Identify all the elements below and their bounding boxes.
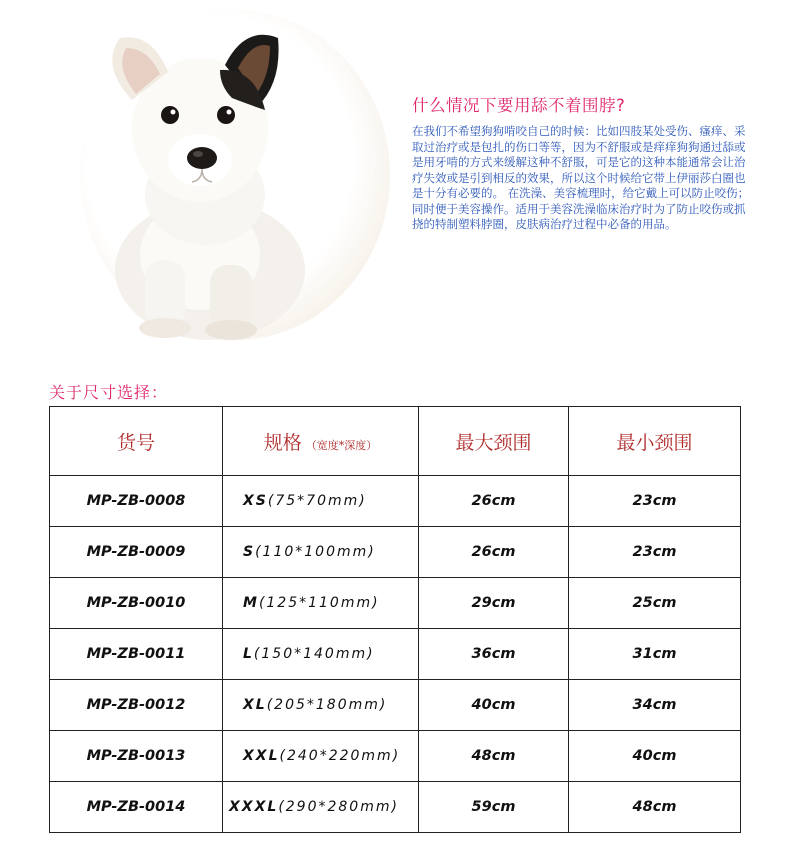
intro-block: [412, 92, 752, 233]
spec-cell: [223, 527, 419, 578]
header-min-neck: 最小颈围: [569, 407, 741, 476]
size-dims: (205*180mm): [266, 697, 388, 713]
max-neck-cell: 26cm: [419, 476, 569, 527]
header-max-neck: 最大颈围: [419, 407, 569, 476]
max-neck-cell: 29cm: [419, 578, 569, 629]
intro-title: 什么情况下要用舔不着围脖?: [412, 96, 626, 115]
spec-cell: [223, 680, 419, 731]
header-spec-label: 规格: [263, 431, 302, 454]
min-neck-cell: 48cm: [569, 782, 741, 833]
spec-cell: [223, 476, 419, 527]
max-neck-cell: 48cm: [419, 731, 569, 782]
item-no-cell: MP-ZB-0009: [50, 527, 223, 578]
table-row: [50, 578, 741, 629]
min-neck-cell: 34cm: [569, 680, 741, 731]
size-code: M: [243, 595, 259, 611]
item-no-cell: MP-ZB-0013: [50, 731, 223, 782]
dog-illustration: [60, 10, 360, 340]
item-no-cell: MP-ZB-0014: [50, 782, 223, 833]
header-spec: [223, 407, 419, 476]
min-neck-cell: 31cm: [569, 629, 741, 680]
size-code: S: [243, 544, 256, 560]
item-no-cell: MP-ZB-0011: [50, 629, 223, 680]
dog-photo: [60, 10, 360, 340]
table-row: [50, 629, 741, 680]
size-table-header: [50, 407, 741, 476]
max-neck-cell: 59cm: [419, 782, 569, 833]
size-dims: (125*110mm): [258, 595, 380, 611]
table-row: [50, 476, 741, 527]
min-neck-cell: 23cm: [569, 527, 741, 578]
table-row: [50, 731, 741, 782]
size-dims: (290*280mm): [278, 799, 399, 815]
table-row: [50, 680, 741, 731]
size-table: [49, 406, 741, 833]
size-dims: (110*100mm): [255, 544, 376, 560]
item-no-cell: MP-ZB-0008: [50, 476, 223, 527]
spec-cell: [223, 782, 419, 833]
size-code: XS: [243, 493, 268, 509]
max-neck-cell: 36cm: [419, 629, 569, 680]
size-code: XL: [243, 697, 267, 713]
size-code: XXL: [243, 748, 280, 764]
item-no-cell: MP-ZB-0010: [50, 578, 223, 629]
max-neck-cell: 40cm: [419, 680, 569, 731]
intro-body: 在我们不希望狗狗啃咬自己的时候：比如四肢某处受伤、瘙痒、采取过治疗或是包扎的伤口等等，因为不舒服或是痒痒狗狗通过舔或是用牙啃的方式来缓解这种不舒服，可是它的这种本能通常会让治疗失效或是引到相反的效果，所以这个时候给它带上伊丽莎白圈也是十分有必要的。 在洗澡、美容梳理时，给它戴上可以防止咬伤；同时便于美容操作。适用于美容洗澡临床治疗时为了防止咬伤或抓挠的特制塑料脖圈，皮肤病治疗过程中必备的用品。: [412, 124, 750, 231]
size-section-title: 关于尺寸选择：: [49, 383, 169, 402]
size-dims: (75*70mm): [267, 493, 367, 509]
min-neck-cell: 25cm: [569, 578, 741, 629]
max-neck-cell: 26cm: [419, 527, 569, 578]
spec-cell: [223, 578, 419, 629]
min-neck-cell: 40cm: [569, 731, 741, 782]
size-dims: (150*140mm): [253, 646, 375, 662]
min-neck-cell: 23cm: [569, 476, 741, 527]
header-item-no: 货号: [50, 407, 223, 476]
size-code: XXXL: [229, 799, 279, 815]
hero-section: [0, 0, 790, 360]
table-row: [50, 782, 741, 833]
header-spec-sub: （宽度*深度）: [305, 438, 378, 452]
table-row: [50, 527, 741, 578]
spec-cell: [223, 629, 419, 680]
size-dims: (240*220mm): [279, 748, 401, 764]
item-no-cell: MP-ZB-0012: [50, 680, 223, 731]
size-code: L: [243, 646, 254, 662]
spec-cell: [223, 731, 419, 782]
